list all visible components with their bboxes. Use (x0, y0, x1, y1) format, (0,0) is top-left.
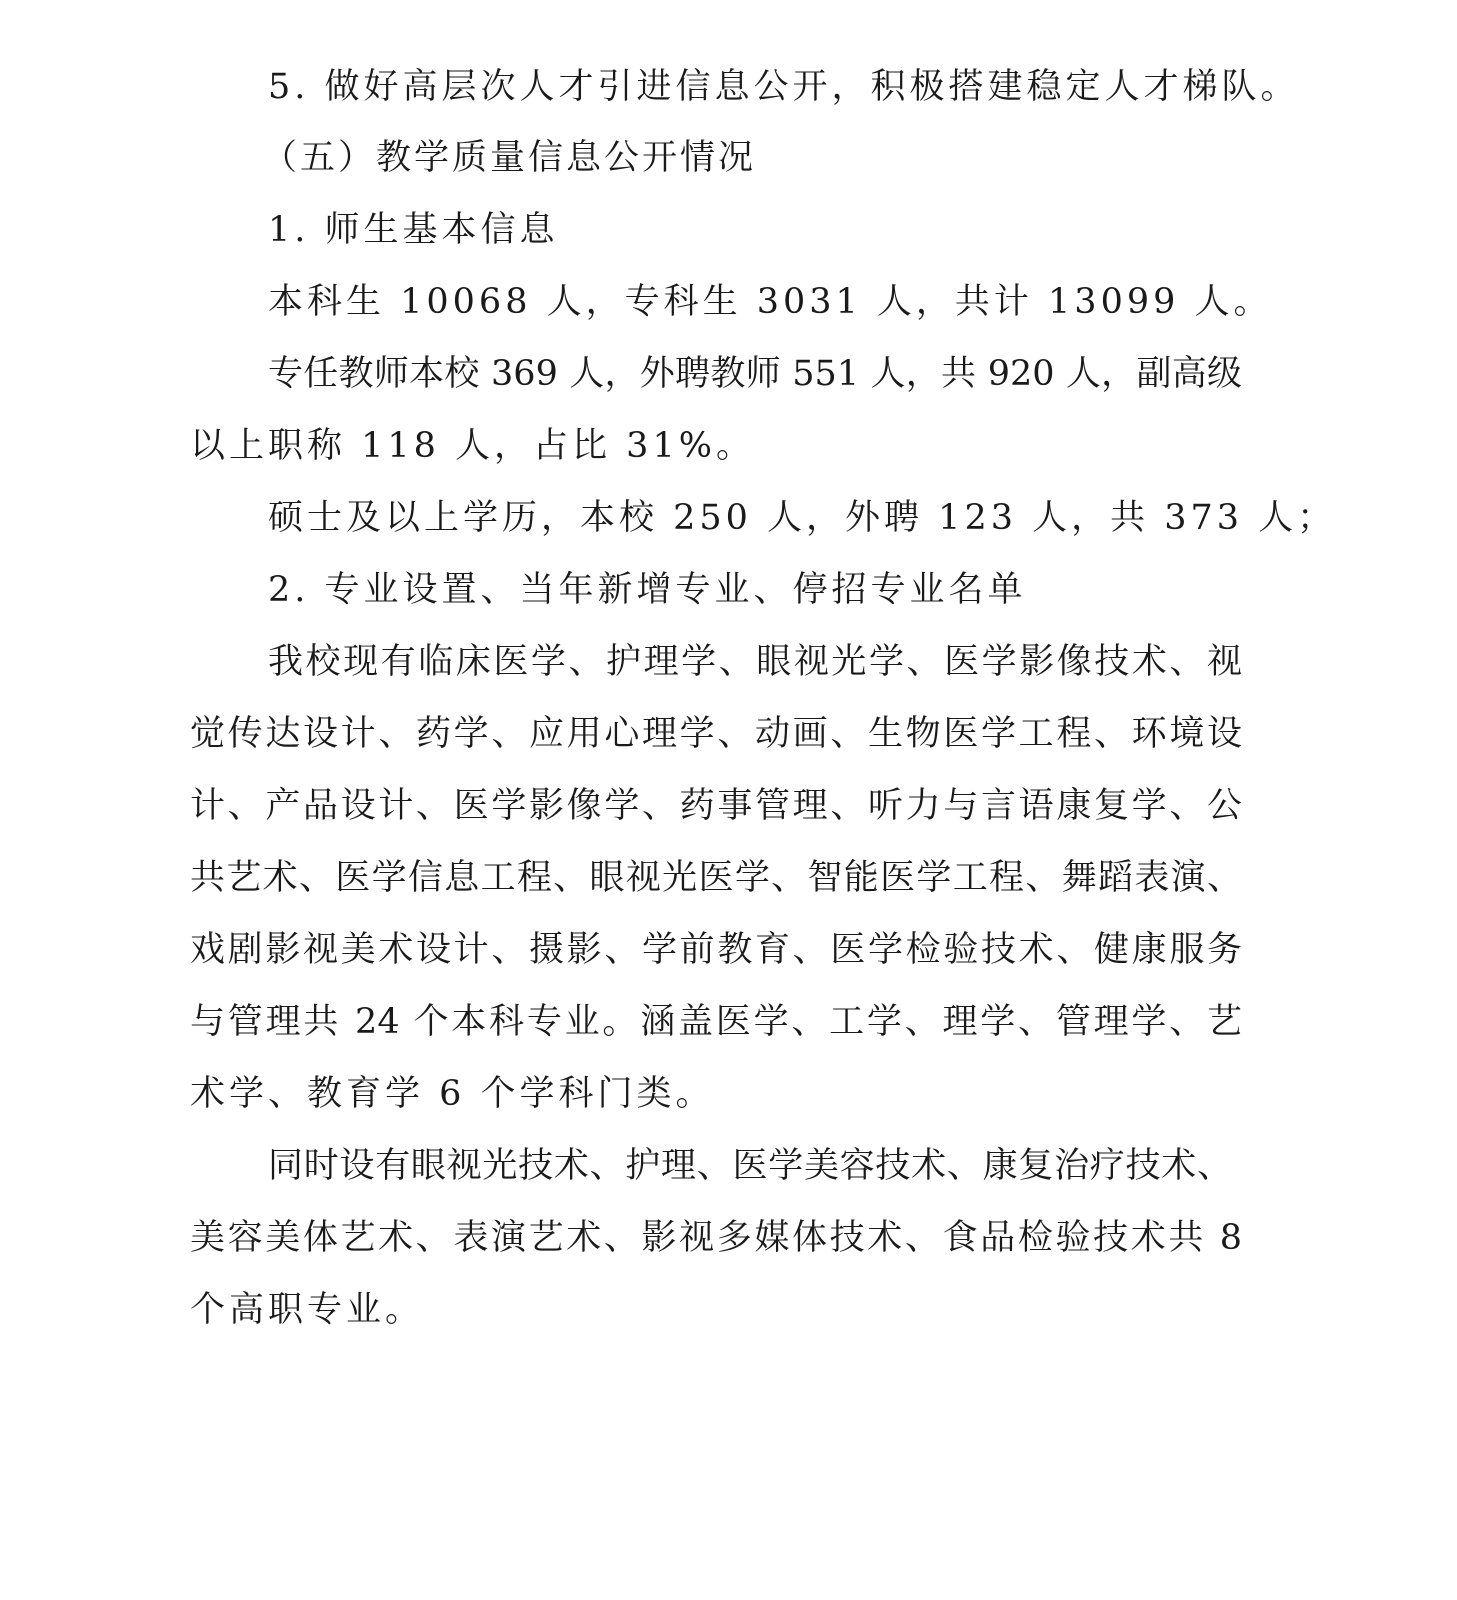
subheading-majors: 2. 专业设置、当年新增专业、停招专业名单 (268, 570, 1027, 610)
paragraph-teacher-count-line-1: 专任教师本校 369 人，外聘教师 551 人，共 920 人，副高级 (268, 354, 1242, 394)
paragraph-majors-line-7: 术学、教育学 6 个学科门类。 (190, 1074, 715, 1114)
paragraph-majors-line-6: 与管理共 24 个本科专业。涵盖医学、工学、理学、管理学、艺 (190, 1002, 1242, 1042)
paragraph-majors-line-4: 共艺术、医学信息工程、眼视光医学、智能医学工程、舞蹈表演、 (190, 858, 1242, 898)
paragraph-vocational-line-1: 同时设有眼视光技术、护理、医学美容技术、康复治疗技术、 (268, 1146, 1232, 1186)
paragraph-majors-line-3: 计、产品设计、医学影像学、药事管理、听力与言语康复学、公 (190, 786, 1242, 826)
paragraph-majors-line-5: 戏剧影视美术设计、摄影、学前教育、医学检验技术、健康服务 (190, 930, 1242, 970)
item-5-talent-recruitment: 5. 做好高层次人才引进信息公开，积极搭建稳定人才梯队。 (268, 67, 1300, 107)
paragraph-vocational-line-2: 美容美体艺术、表演艺术、影视多媒体技术、食品检验技术共 8 (190, 1218, 1242, 1258)
paragraph-majors-line-1: 我校现有临床医学、护理学、眼视光学、医学影像技术、视 (268, 642, 1242, 682)
paragraph-majors-line-2: 觉传达设计、药学、应用心理学、动画、生物医学工程、环境设 (190, 714, 1242, 754)
section-heading-teaching-quality: （五）教学质量信息公开情况 (262, 138, 757, 178)
subheading-basic-info: 1. 师生基本信息 (268, 210, 559, 250)
paragraph-student-count: 本科生 10068 人，专科生 3031 人，共计 13099 人。 (268, 282, 1273, 322)
paragraph-vocational-line-3: 个高职专业。 (190, 1290, 425, 1330)
paragraph-degree-count: 硕士及以上学历，本校 250 人，外聘 123 人，共 373 人； (268, 498, 1337, 538)
paragraph-teacher-count-line-2: 以上职称 118 人，占比 31%。 (190, 426, 755, 466)
